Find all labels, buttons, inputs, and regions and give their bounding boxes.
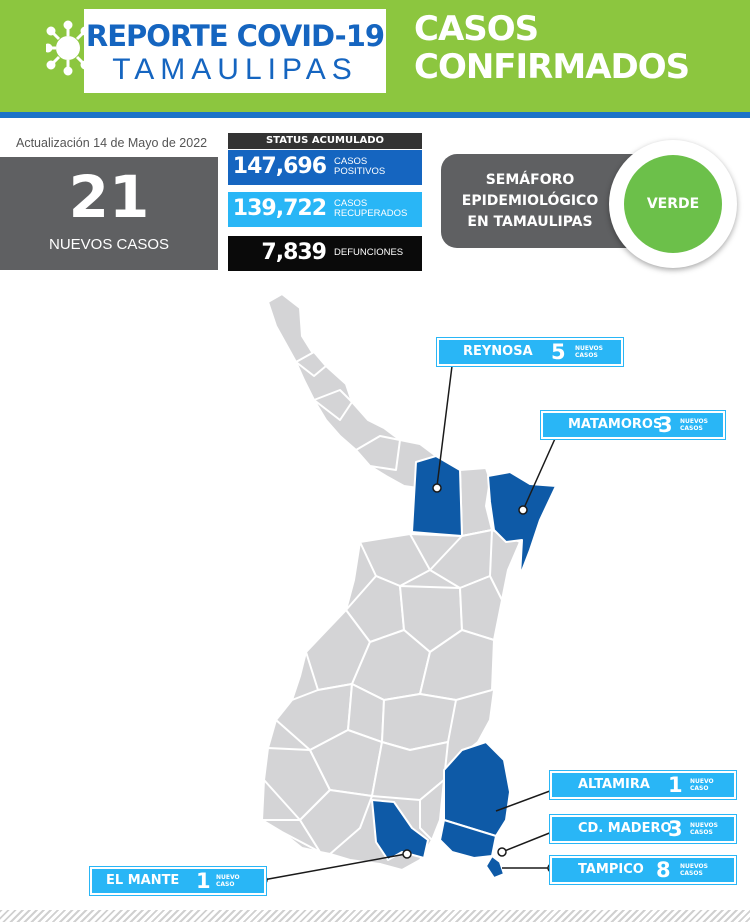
tag-city: CD. MADERO [578,821,672,836]
tag-note-line2: CASO [690,785,709,792]
tag-note [216,874,240,888]
recovered-cases-label [334,199,407,219]
deaths-label: DEFUNCIONES [334,247,404,258]
tag-note [690,778,714,792]
tag-note-line1: NUEVOS [690,822,718,829]
bottom-pattern-strip [0,910,750,922]
marker-reynosa-area [433,484,441,492]
new-cases-label: NUEVOS CASOS [48,236,170,253]
tag-note-line2: CASO [216,881,235,888]
positive-cases-row [228,150,422,185]
positive-label-line1: CASOS [334,156,368,167]
new-cases-count: 21 [68,163,150,231]
status-heading: STATUS ACUMULADO [228,133,422,149]
marker-cd-madero-area [498,848,506,856]
map-region-cd-madero [486,856,504,878]
header-divider [0,112,750,118]
semaforo-status-light: VERDE [624,155,722,253]
tag-city: ALTAMIRA [578,777,650,792]
new-cases-box [0,157,218,270]
positive-cases-label [334,157,385,177]
tag-cd-madero [550,815,736,843]
report-title: REPORTE COVID-19 [85,19,385,53]
marker-matamoros-area [519,506,527,514]
tag-note-line1: NUEVO [690,778,714,785]
tag-note [680,863,708,877]
tag-city: EL MANTE [106,873,180,888]
section-title-line2: CONFIRMADOS [414,47,690,87]
map-region-reynosa [412,456,462,536]
tag-note [575,345,603,359]
map-region-c11 [382,694,456,750]
tag-city: TAMPICO [578,862,644,877]
map-region-north-strip [268,294,436,490]
tag-note-line2: CASOS [680,870,703,877]
tag-count: 8 [656,858,671,882]
semaforo-label-line1: SEMÁFORO [485,172,575,188]
tag-note-line1: NUEVOS [680,863,708,870]
tag-matamoros [541,411,725,439]
section-title [414,10,734,86]
tag-note [690,822,718,836]
tag-note-line1: NUEVO [216,874,240,881]
tag-tampico [550,856,736,884]
deaths-row [228,236,422,271]
tag-note-line2: CASOS [575,352,598,359]
recovered-cases-row [228,192,422,227]
recovered-cases-value: 139,722 [232,196,326,221]
positive-cases-value: 147,696 [232,154,326,179]
leader-line-el-mante [263,854,406,880]
tag-count: 5 [551,340,566,364]
tag-altamira [550,771,736,799]
report-title-box [84,9,386,93]
tag-note-line1: NUEVOS [575,345,603,352]
marker-el-mante-area [403,850,411,858]
recovered-label-line2: RECUPERADOS [334,208,408,219]
tag-note-line2: CASOS [690,829,713,836]
deaths-value: 7,839 [261,240,326,265]
tag-note [680,418,708,432]
tag-count: 1 [196,869,211,893]
tag-count: 1 [668,773,683,797]
positive-label-line2: POSITIVOS [334,166,386,177]
semaforo-label-line3: EN TAMAULIPAS [467,214,593,230]
tag-el-mante [90,867,266,895]
tag-note-line1: NUEVOS [680,418,708,425]
section-title-line1: CASOS [414,9,539,49]
report-subtitle: TAMAULIPAS [112,53,358,86]
semaforo-label-line2: EPIDEMIOLÓGICO [461,193,599,209]
tag-city: REYNOSA [463,344,533,359]
tag-city: MATAMOROS [568,417,663,432]
update-date: Actualización 14 de Mayo de 2022 [16,136,208,150]
tag-note-line2: CASOS [680,425,703,432]
recovered-label-line1: CASOS [334,198,368,209]
tag-reynosa [437,338,623,366]
tag-count: 3 [658,413,673,437]
tag-count: 3 [668,817,683,841]
semaforo-label [455,170,605,233]
